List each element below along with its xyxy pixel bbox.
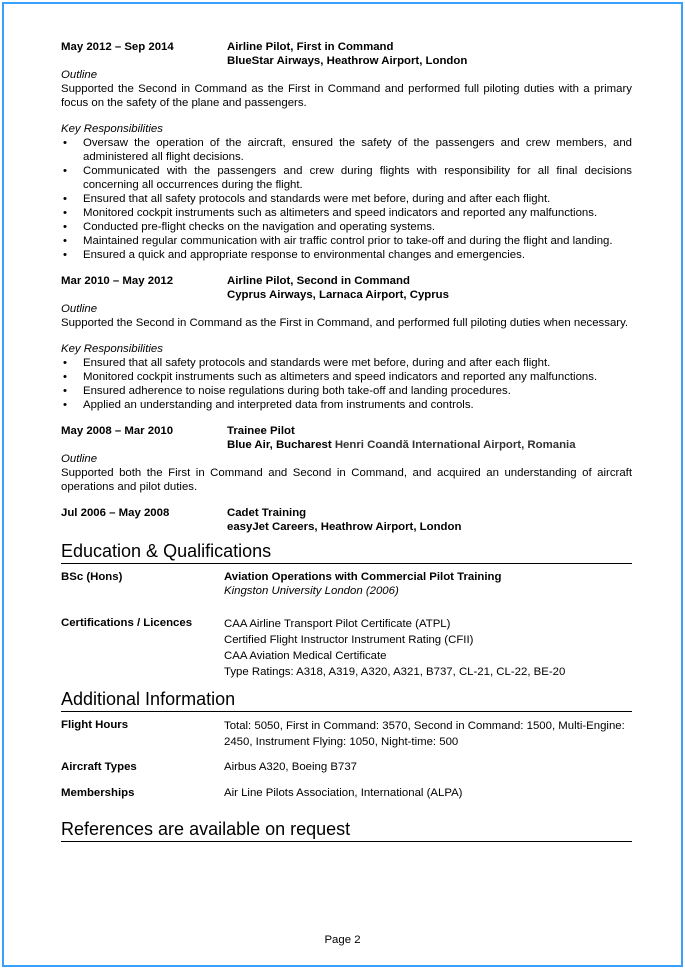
memberships-row	[61, 786, 632, 800]
certification-item: CAA Aviation Medical Certificate	[224, 650, 387, 662]
job-header	[61, 40, 632, 68]
responsibilities-label: Key Responsibilities	[61, 343, 163, 355]
page-number: Page 2	[324, 934, 361, 946]
list-item: • Conducted pre-flight checks on the navigation and operating systems.	[61, 220, 632, 234]
outline-label: Outline	[61, 303, 98, 315]
job-title: Cadet Training	[227, 507, 307, 519]
list-item: • Monitored cockpit instruments such as altimeters and speed indicators and reported any malfunctions.	[61, 206, 632, 220]
section-title-education: Education & Qualifications	[61, 540, 632, 564]
flight-hours-row	[61, 718, 632, 750]
job-organisation: Cyprus Airways, Larnaca Airport, Cyprus	[227, 289, 449, 301]
list-item: • Oversaw the operation of the aircraft, ensured the safety of the passengers and crew members, and administered all flight decisions.	[61, 136, 632, 164]
list-item: • Communicated with the passengers and crew during flights with responsibility for all final decisions concerning all occurrences during the flight.	[61, 164, 632, 192]
job-organisation-name: Blue Air, Bucharest	[227, 439, 332, 451]
responsibilities-list	[61, 356, 632, 412]
list-item: • Ensured a quick and appropriate response to environmental changes and emergencies.	[61, 248, 632, 262]
job-title: Trainee Pilot	[227, 425, 295, 437]
section-title-additional: Additional Information	[61, 688, 632, 712]
outline-text: Supported both the First in Command and Second in Command, and acquired an understanding of aircraft operations and pilot duties.	[61, 467, 632, 493]
list-item: • Applied an understanding and interpreted data from instruments and controls.	[61, 398, 632, 412]
certification-item: CAA Airline Transport Pilot Certificate (ATPL)	[224, 618, 451, 630]
certification-item: Certified Flight Instructor Instrument Rating (CFII)	[224, 634, 474, 646]
job-dates: May 2012 – Sep 2014	[61, 41, 174, 53]
aircraft-types-row	[61, 760, 632, 774]
responsibilities-label: Key Responsibilities	[61, 123, 163, 135]
list-item: • Maintained regular communication with air traffic control prior to take-off and during the flight and landing.	[61, 234, 632, 248]
flight-hours-label: Flight Hours	[61, 719, 129, 731]
job-organisation-location: Henri Coandă International Airport, Romania	[331, 439, 576, 451]
list-item: • Monitored cockpit instruments such as altimeters and speed indicators and reported any malfunctions.	[61, 370, 632, 384]
job-dates: Jul 2006 – May 2008	[61, 507, 170, 519]
document-page	[2, 2, 683, 967]
job-entry	[61, 274, 632, 412]
list-item: • Ensured that all safety protocols and standards were met before, during and after each flight.	[61, 356, 632, 370]
job-entry	[61, 424, 632, 494]
outline-text: Supported the Second in Command as the First in Command and performed full piloting duties with a primary focus on the safety of the plane and passengers.	[61, 83, 632, 109]
memberships-value: Air Line Pilots Association, International (ALPA)	[224, 787, 463, 799]
outline-label: Outline	[61, 69, 98, 81]
job-organisation	[227, 438, 576, 452]
education-degree-row	[61, 570, 632, 598]
degree-label: BSc (Hons)	[61, 571, 123, 583]
aircraft-types-label: Aircraft Types	[61, 761, 137, 773]
degree-name: Aviation Operations with Commercial Pilot Training	[224, 571, 502, 583]
job-title: Airline Pilot, Second in Command	[227, 275, 410, 287]
certifications-label: Certifications / Licences	[61, 617, 193, 629]
certifications-row	[61, 616, 632, 680]
job-organisation: BlueStar Airways, Heathrow Airport, London	[227, 55, 468, 67]
job-header	[61, 274, 632, 302]
list-item: • Ensured adherence to noise regulations during both take-off and landing procedures.	[61, 384, 632, 398]
certification-item: Type Ratings: A318, A319, A320, A321, B737, CL-21, CL-22, BE-20	[224, 666, 566, 678]
outline-text: Supported the Second in Command as the First in Command, and performed full piloting duties when necessary.	[61, 317, 629, 329]
page-content	[61, 40, 632, 848]
memberships-label: Memberships	[61, 787, 135, 799]
job-entry	[61, 40, 632, 262]
job-entry	[61, 506, 632, 534]
job-header	[61, 506, 632, 534]
job-dates: Mar 2010 – May 2012	[61, 275, 174, 287]
job-header	[61, 424, 632, 452]
aircraft-types-value: Airbus A320, Boeing B737	[224, 761, 357, 773]
section-title-references: References are available on request	[61, 818, 632, 842]
job-dates: May 2008 – Mar 2010	[61, 425, 174, 437]
job-title: Airline Pilot, First in Command	[227, 41, 394, 53]
degree-institution: Kingston University London (2006)	[224, 585, 399, 597]
responsibilities-list	[61, 136, 632, 262]
list-item: • Ensured that all safety protocols and standards were met before, during and after each flight.	[61, 192, 632, 206]
job-organisation: easyJet Careers, Heathrow Airport, London	[227, 521, 462, 533]
outline-label: Outline	[61, 453, 98, 465]
flight-hours-value: Total: 5050, First in Command: 3570, Second in Command: 1500, Multi-Engine: 2450, Instrument Flying: 1050, Night-time: 500	[224, 720, 625, 748]
